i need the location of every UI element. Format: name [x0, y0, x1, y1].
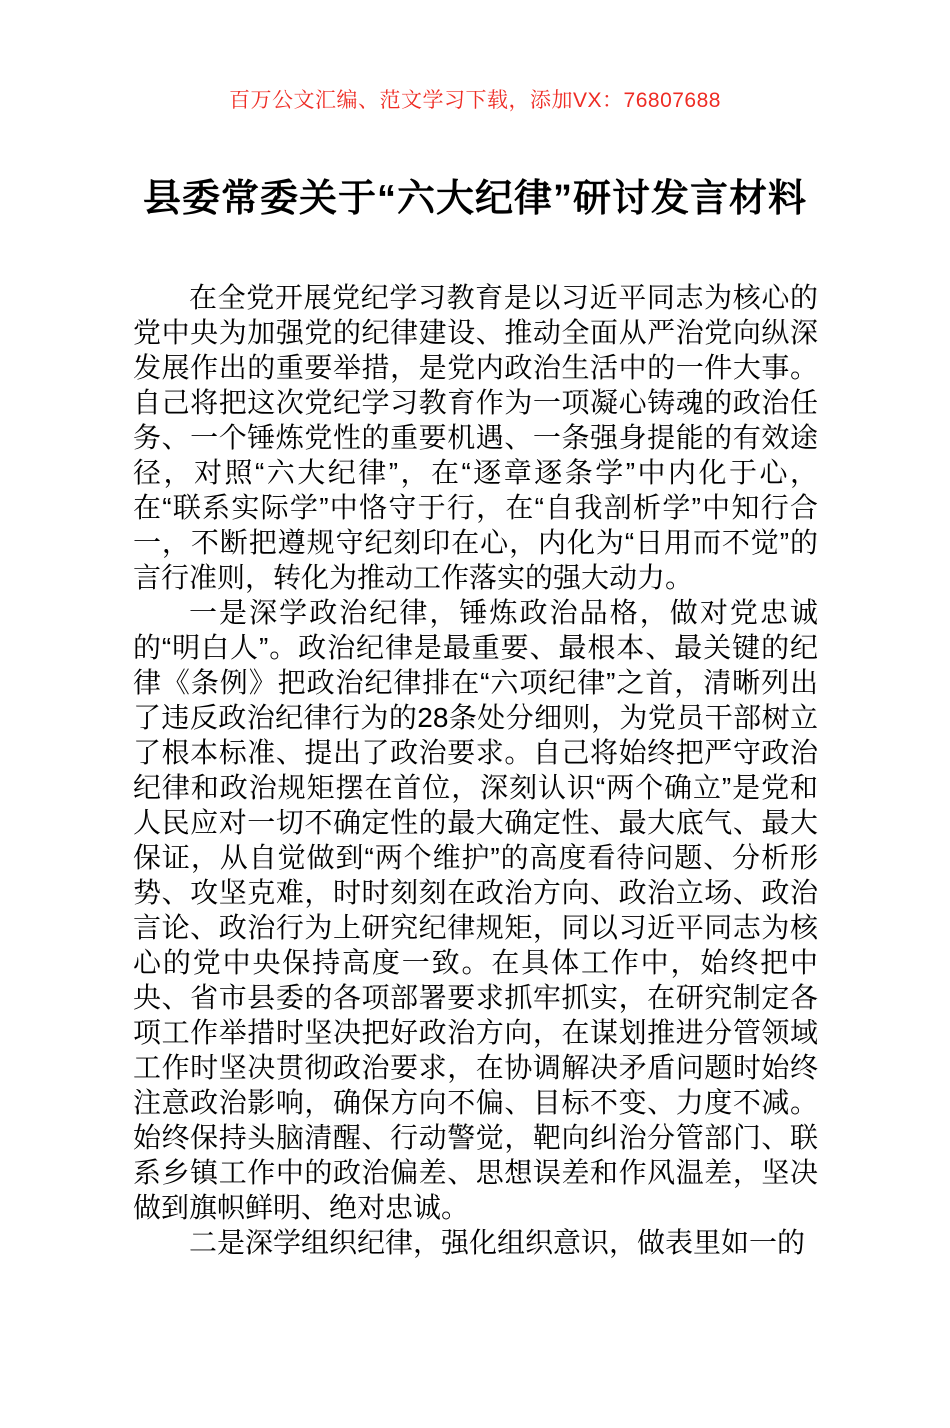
document-page: [0, 84, 950, 1428]
body-paragraph-intro: 在全党开展党纪学习教育是以习近平同志为核心的党中央为加强党的纪律建设、推动全面从严治党向纵深发展作出的重要举措，是党内政治生活中的一件大事。自己将把这次党纪学习教育作为一项凝心铸魂的政治任务、一个锤炼党性的重要机遇、一条强身提能的有效途径，对照“六大纪律”，在“逐章逐条学”中内化于心，在“联系实际学”中恪守于行，在“自我剖析学”中知行合一，不断把遵规守纪刻印在心，内化为“日用而不觉”的言行准则，转化为推动工作落实的强大动力。: [133, 282, 818, 593]
document-title: 县委常委关于“六大纪律”研讨发言材料: [142, 178, 807, 220]
document-body: [133, 280, 818, 1260]
body-paragraph-organizational-discipline: 二是深学组织纪律，强化组织意识，做表里如一的: [189, 1227, 806, 1258]
promo-notice: 百万公文汇编、范文学习下载，添加VX：76807688: [229, 89, 721, 112]
body-paragraph-political-discipline: 一是深学政治纪律，锤炼政治品格，做对党忠诚的“明白人”。政治纪律是最重要、最根本、最关键的纪律《条例》把政治纪律排在“六项纪律”之首，清晰列出了违反政治纪律行为的28条处分细则，为党员干部树立了根本标准、提出了政治要求。自己将始终把严守政治纪律和政治规矩摆在首位，深刻认识“两个确立”是党和人民应对一切不确定性的最大确定性、最大底气、最大保证，从自觉做到“两个维护”的高度看待问题、分析形势、攻坚克难，时时刻刻在政治方向、政治立场、政治言论、政治行为上研究纪律规矩，同以习近平同志为核心的党中央保持高度一致。在具体工作中，始终把中央、省市县委的各项部署要求抓牢抓实，在研究制定各项工作举措时坚决把好政治方向，在谋划推进分管领域工作时坚决贯彻政治要求，在协调解决矛盾问题时始终注意政治影响，确保方向不偏、目标不变、力度不减。始终保持头脑清醒、行动警觉，靶向纠治分管部门、联系乡镇工作中的政治偏差、思想误差和作风温差，坚决做到旗帜鲜明、绝对忠诚。: [133, 597, 818, 1223]
